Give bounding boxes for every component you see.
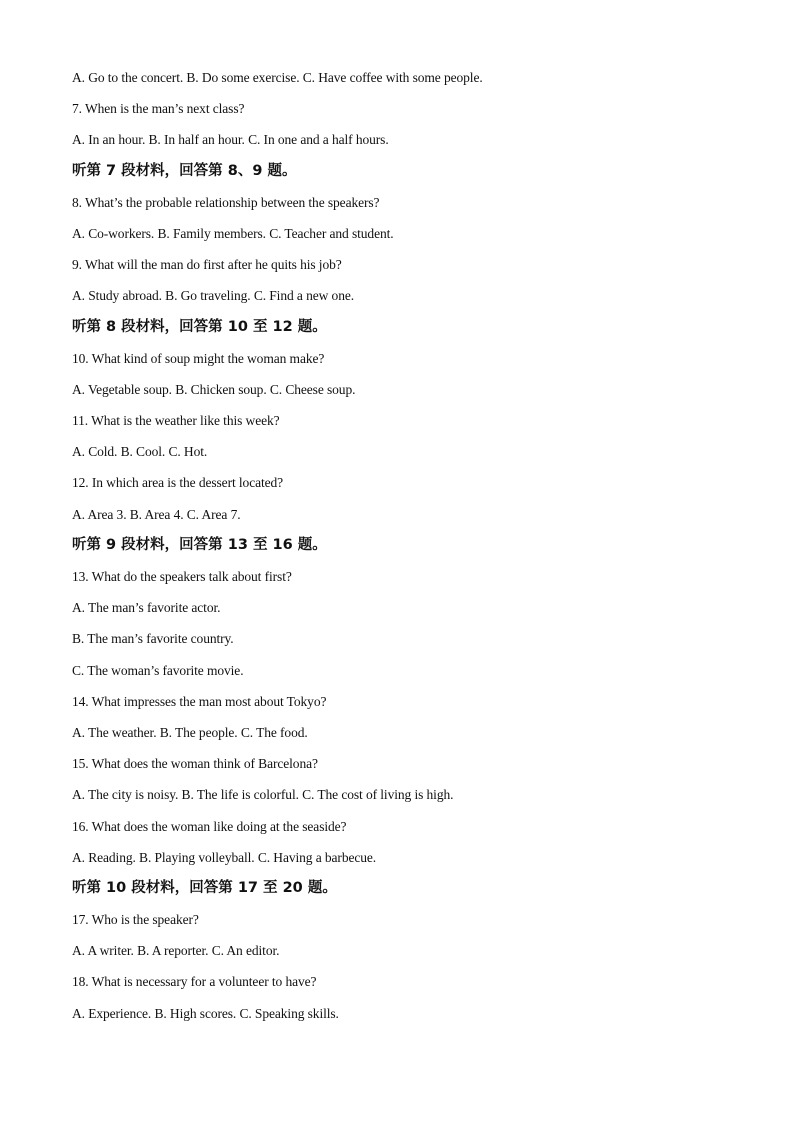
answer-options-9: A. Study abroad. B. Go traveling. C. Find a new one.: [72, 288, 355, 304]
question-9: 9. What will the man do first after he quits his job?: [72, 257, 342, 273]
answer-option-13a: A. The man’s favorite actor.: [72, 600, 221, 616]
question-14: 14. What impresses the man most about Tokyo?: [72, 693, 327, 709]
section-heading-10: 听第 10 段材料，回答第 17 至 20 题。: [72, 879, 337, 896]
answer-option-13c: C. The woman’s favorite movie.: [72, 662, 244, 678]
answer-options-7: A. In an hour. B. In half an hour. C. In one and a half hours.: [72, 132, 389, 148]
question-15: 15. What does the woman think of Barcelona?: [72, 756, 318, 772]
question-11: 11. What is the weather like this week?: [72, 413, 280, 429]
question-13: 13. What do the speakers talk about first?: [72, 569, 292, 584]
answer-options-18: A. Experience. B. High scores. C. Speaking skills.: [72, 1005, 339, 1021]
section-heading-9: 听第 9 段材料，回答第 13 至 16 题。: [72, 536, 327, 553]
document-page: [72, 62, 762, 1029]
section-heading-7: 听第 7 段材料，回答第 8、9 题。: [72, 162, 297, 179]
question-10: 10. What kind of soup might the woman make?: [72, 350, 325, 366]
answer-options-16: A. Reading. B. Playing volleyball. C. Having a barbecue.: [72, 849, 377, 865]
answer-options-17: A. A writer. B. A reporter. C. An editor.: [72, 943, 280, 959]
section-heading-8: 听第 8 段材料，回答第 10 至 12 题。: [72, 318, 327, 335]
answer-options-6: A. Go to the concert. B. Do some exercise. C. Have coffee with some people.: [72, 70, 483, 85]
answer-options-11: A. Cold. B. Cool. C. Hot.: [72, 444, 208, 460]
answer-options-15: A. The city is noisy. B. The life is colorful. C. The cost of living is high.: [72, 787, 454, 803]
question-16: 16. What does the woman like doing at the seaside?: [72, 818, 347, 834]
answer-options-12: A. Area 3. B. Area 4. C. Area 7.: [72, 506, 241, 522]
question-18: 18. What is necessary for a volunteer to have?: [72, 974, 317, 990]
answer-option-13b: B. The man’s favorite country.: [72, 631, 234, 647]
answer-options-8: A. Co-workers. B. Family members. C. Teacher and student.: [72, 225, 394, 241]
answer-options-14: A. The weather. B. The people. C. The food.: [72, 724, 308, 740]
question-17: 17. Who is the speaker?: [72, 912, 199, 928]
answer-options-10: A. Vegetable soup. B. Chicken soup. C. Cheese soup.: [72, 381, 356, 397]
question-12: 12. In which area is the dessert located?: [72, 475, 284, 491]
question-7: 7. When is the man’s next class?: [72, 101, 245, 117]
question-8: 8. What’s the probable relationship between the speakers?: [72, 194, 380, 210]
